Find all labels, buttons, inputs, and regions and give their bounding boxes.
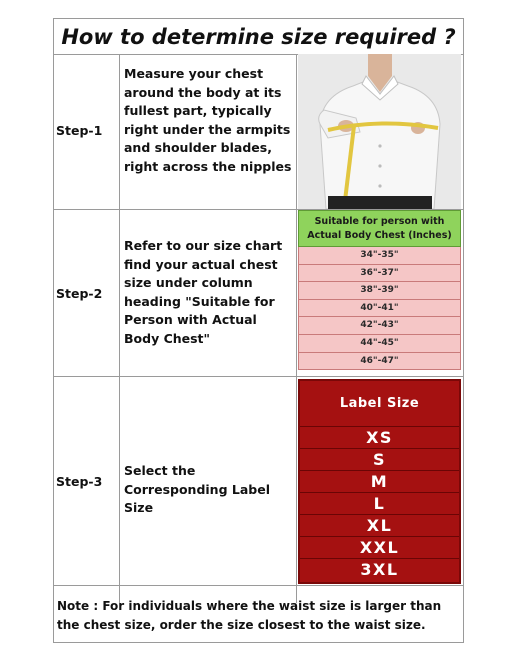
- label-size-row: 3XL: [300, 558, 459, 580]
- label-size-table: [298, 379, 461, 584]
- label-size-row: XS: [300, 426, 459, 448]
- label-table-header: Label Size: [339, 396, 420, 411]
- step-3-label: Step-3: [56, 474, 103, 489]
- divider: [54, 376, 463, 377]
- man-measuring-chest-illustration: [298, 54, 461, 209]
- label-size-row: S: [300, 448, 459, 470]
- step-1-text: Measure your chest around the body at its fullest part, typically right under the armpits and shoulder blades, right across the nipples: [124, 66, 292, 174]
- column-divider: [296, 54, 297, 603]
- step-2-text: Refer to our size chart find your actual chest size under column heading "Suitable for Person with Actual Body Chest": [124, 238, 283, 346]
- label-size-row: XXL: [300, 536, 459, 558]
- chest-size-row: 36"-37": [298, 265, 461, 283]
- page-title: How to determine size required ?: [61, 25, 456, 49]
- chest-size-row: 34"-35": [298, 247, 461, 265]
- divider: [54, 585, 463, 586]
- size-guide-sheet: [53, 18, 464, 643]
- waist-size-note: Note : For individuals where the waist size is larger than the chest size, order the size closest to the waist size.: [57, 599, 442, 632]
- chest-size-table: [298, 210, 461, 375]
- step-1-label: Step-1: [56, 123, 103, 138]
- label-size-row: XL: [300, 514, 459, 536]
- column-divider: [119, 54, 120, 603]
- chest-table-header: Suitable for person with Actual Body Chest (Inches): [298, 210, 461, 247]
- step-3-text: Select the Corresponding Label Size: [124, 463, 270, 515]
- chest-size-row: 46"-47": [298, 353, 461, 371]
- label-size-row: M: [300, 470, 459, 492]
- chest-size-row: 42"-43": [298, 317, 461, 335]
- step-2-label: Step-2: [56, 286, 103, 301]
- measuring-chest-photo: [298, 54, 461, 209]
- chest-size-row: 40"-41": [298, 300, 461, 318]
- chest-size-row: 44"-45": [298, 335, 461, 353]
- chest-size-row: 38"-39": [298, 282, 461, 300]
- label-size-row: L: [300, 492, 459, 514]
